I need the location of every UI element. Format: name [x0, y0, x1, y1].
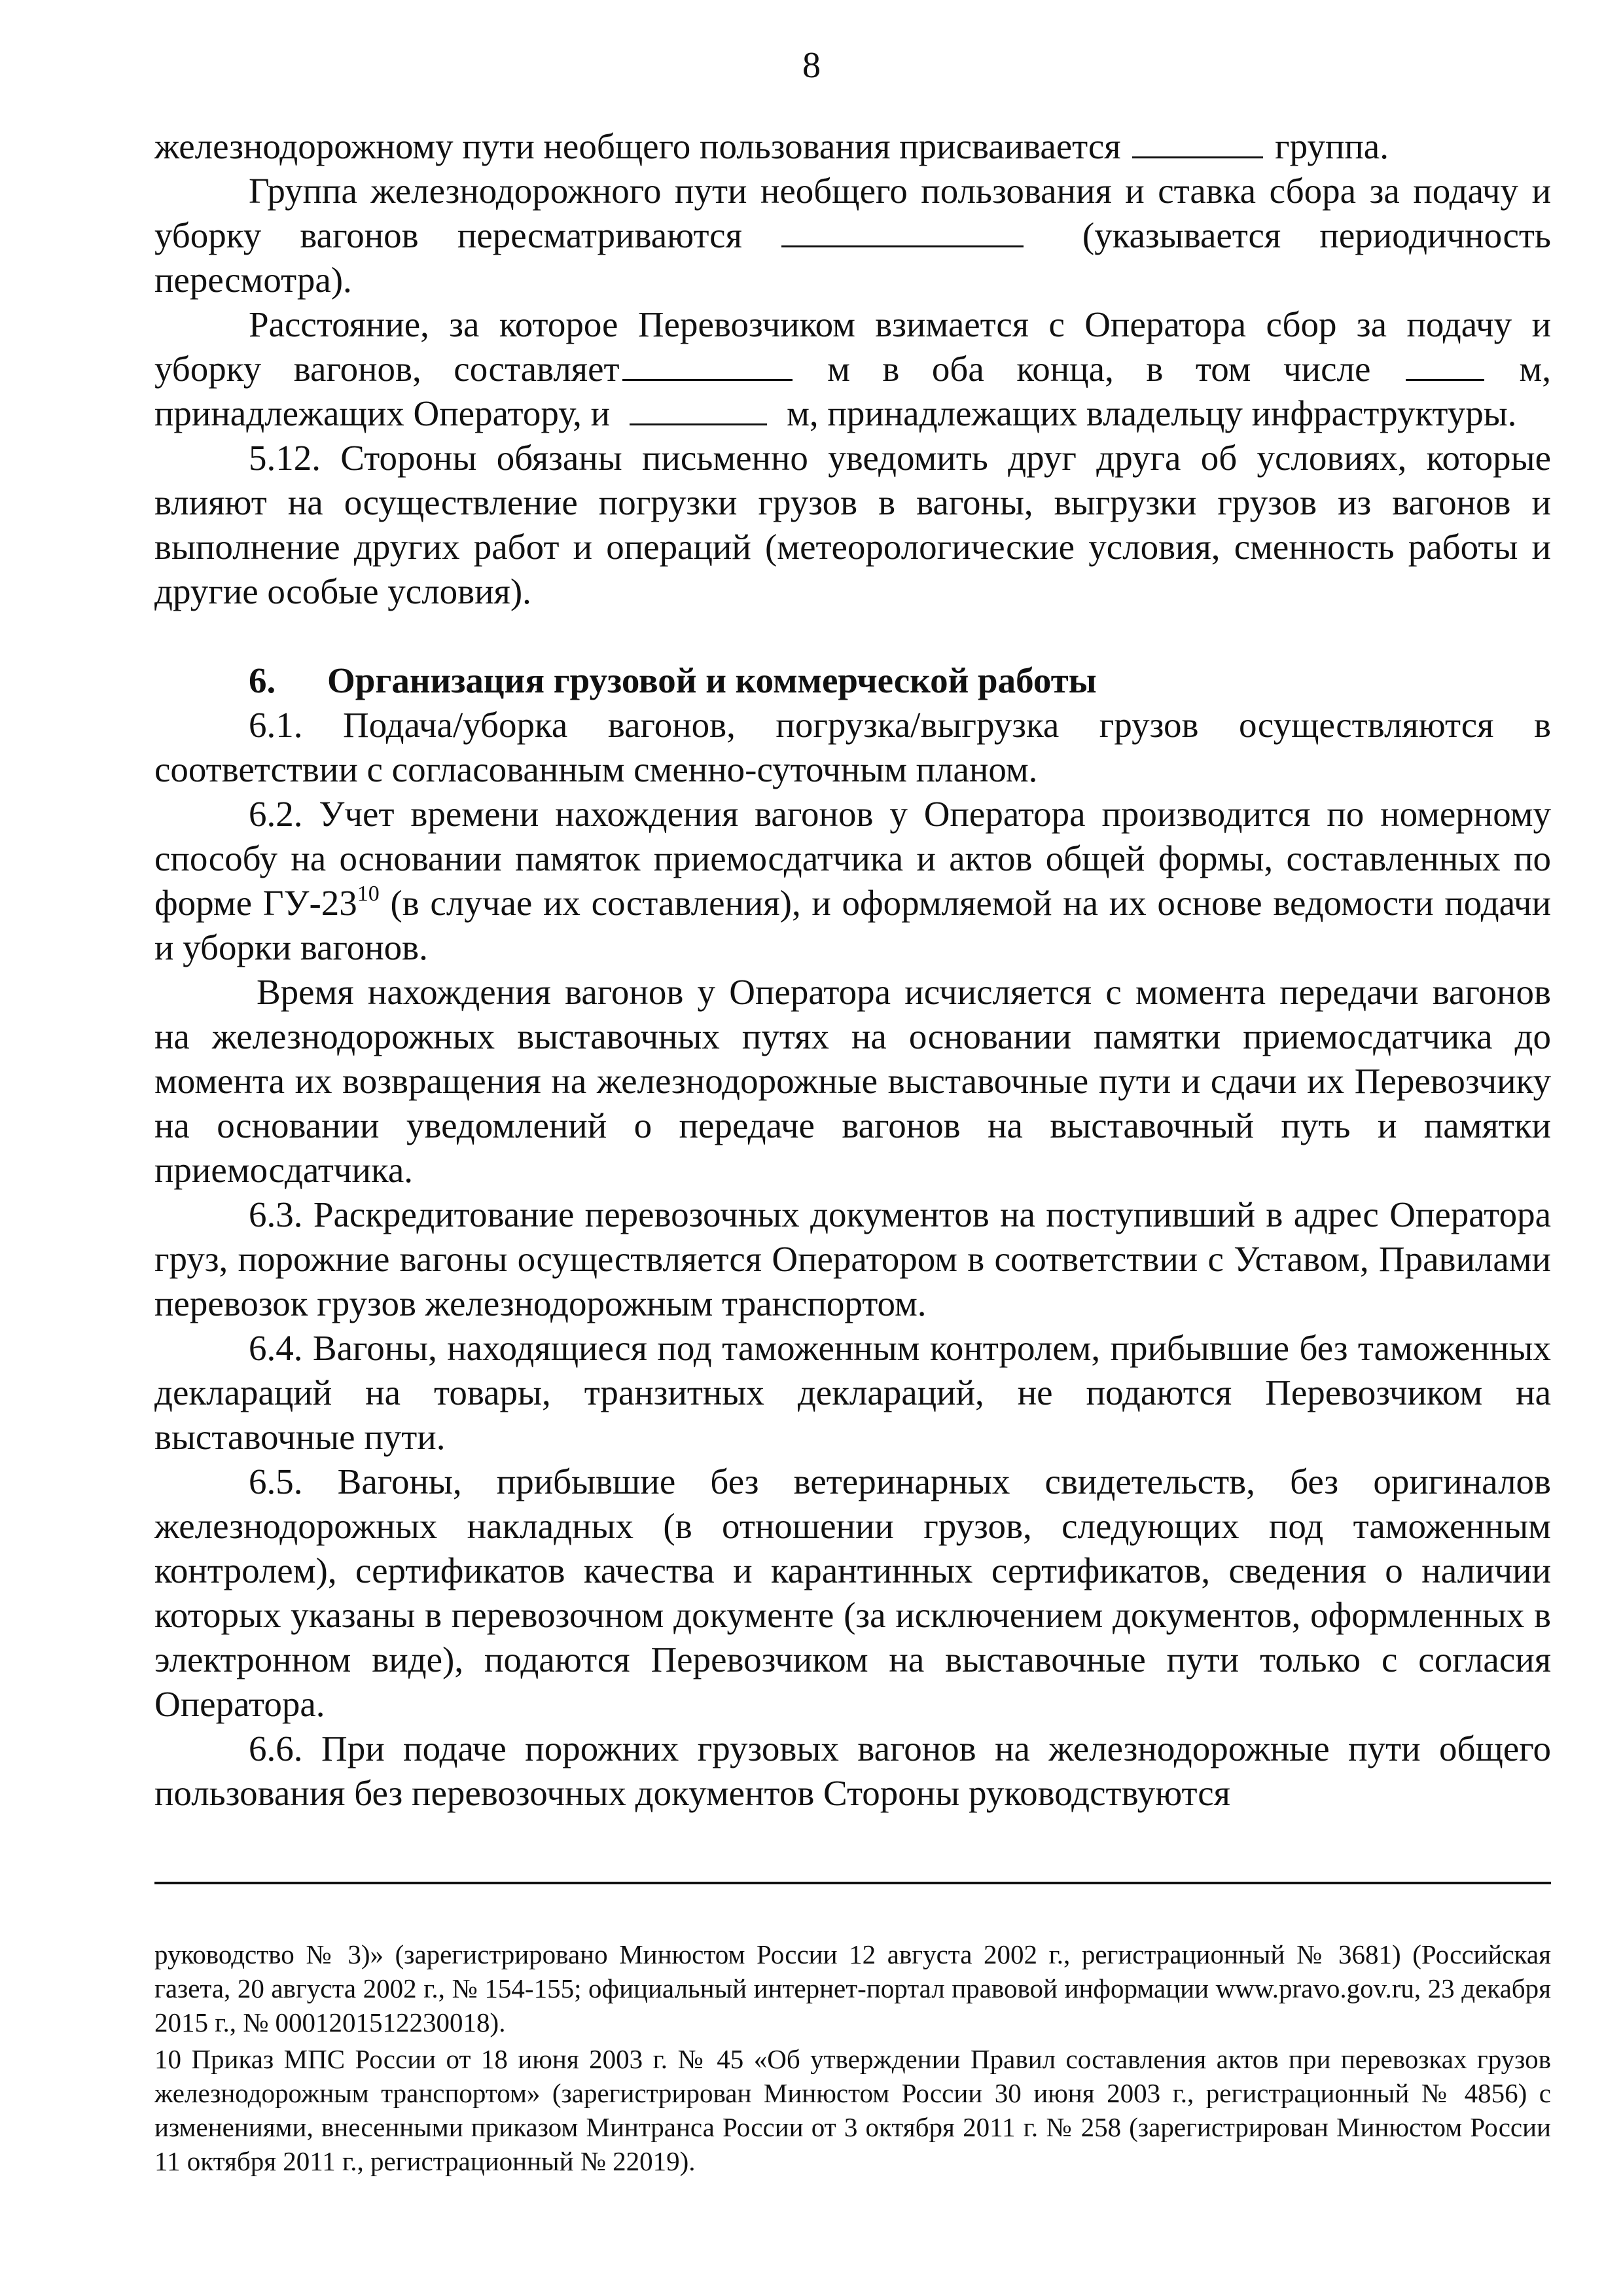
paragraph-6-1: 6.1. Подача/уборка вагонов, погрузка/выгрузка грузов осуществляются в соответствии с согласованным сменно-суточным планом.: [154, 705, 1551, 789]
text-fragment: Расстояние, за которое Перевозчиком взимается с Оператора сбор за подачу и уборку вагонов, составляет: [154, 304, 1551, 389]
blank-field-distance: [622, 349, 793, 381]
footnote-10: 10 Приказ МПС России от 18 июня 2003 г. № 45 «Об утверждении Правил составления актов при перевозках грузов железнодорожным транспортом» (зарегистрирован Минюстом России 30 июня 2003 г., регистрационный № 4856) с изменениями, внесенными приказом Минтранса России от 3 октября 2011 г. № 258 (зарегистрирован Минюстом России 11 октября 2011 г., регистрационный № 22019).: [154, 2044, 1551, 2176]
paragraph-group-assignment: [154, 124, 1551, 169]
paragraph-6-4: 6.4. Вагоны, находящиеся под таможенным контролем, прибывшие без таможенных деклараций на товары, транзитных деклараций, не подаются Перевозчиком на выставочные пути.: [154, 1328, 1551, 1457]
footnote-separator: [154, 1882, 1551, 1884]
footnotes: [154, 1937, 1551, 2181]
paragraph-6-2-time: Время нахождения вагонов у Оператора исчисляется с момента передачи вагонов на железнодорожных выставочных путях на основании памятки приемосдатчика до момента их возвращения на железнодорожные выставочные пути и сдачи их Перевозчику на основании уведомлений о передаче вагонов на выставочный путь и памятки приемосдатчика.: [154, 972, 1551, 1190]
text-fragment: Группа железнодорожного пути необщего пользования и ставка сбора за подачу и уборку вагонов пересматриваются: [154, 171, 1551, 255]
text-fragment: железнодорожному пути необщего пользования присваивается: [154, 126, 1121, 166]
page-number: 8: [802, 45, 821, 86]
paragraph-distance: [154, 302, 1551, 436]
paragraph-review-period: [154, 169, 1551, 302]
paragraph-6-5: 6.5. Вагоны, прибывшие без ветеринарных свидетельств, без оригиналов железнодорожных накладных (в отношении грузов, следующих под таможенным контролем), сертификатов качества и карантинных сертификатов, сведения о наличии которых указаны в перевозочном документе (за исключением документов, оформленных в электронном виде), подаются Перевозчиком на выставочные пути только с согласия Оператора.: [154, 1462, 1551, 1724]
text-fragment: (в случае их составления), и оформляемой на их основе ведомости подачи и уборки вагонов.: [154, 883, 1551, 967]
text-fragment: (указывается периодичность пересмотра).: [154, 215, 1551, 300]
section-heading: [154, 658, 1551, 703]
spacer: [154, 614, 1551, 658]
text-fragment: 6.2. Учет времени нахождения вагонов у Оператора производится по номерному способу на основании памяток приемосдатчика и актов общей формы, составленных по форме ГУ-23: [154, 794, 1551, 923]
text-fragment: м в оба конца, в том числе: [827, 349, 1371, 389]
text-fragment: группа.: [1275, 126, 1389, 166]
blank-field-group: [1132, 126, 1263, 158]
footnote-continuation: руководство № 3)» (зарегистрировано Минюстом России 12 августа 2002 г., регистрационный № 3681) (Российская газета, 20 августа 2002 г., № 154-155; официальный интернет-портал правовой информации www.pravo.gov.ru, 23 декабря 2015 г., № 0001201512230018).: [154, 1939, 1551, 2037]
paragraph-6-6: 6.6. При подаче порожних грузовых вагонов на железнодорожные пути общего пользования без перевозочных документов Стороны руководствуются: [154, 1729, 1551, 1813]
blank-field-period: [781, 215, 1024, 247]
paragraph-6-3: 6.3. Раскредитование перевозочных документов на поступивший в адрес Оператора груз, порожние вагоны осуществляется Оператором в соответствии с Уставом, Правилами перевозок грузов железнодорожным транспортом.: [154, 1194, 1551, 1323]
section-number: 6.: [249, 660, 276, 700]
blank-field-operator-distance: [1406, 349, 1484, 381]
paragraph-5-12: 5.12. Стороны обязаны письменно уведомить друг друга об условиях, которые влияют на осуществление погрузки грузов в вагоны, выгрузки грузов из вагонов и выполнение других работ и операций (метеорологические условия, сменность работы и другие особые условия).: [154, 438, 1551, 611]
footnote-ref-10: 10: [357, 882, 380, 906]
text-fragment: м, принадлежащих Оператору, и: [154, 349, 1552, 433]
paragraph-6-2: [154, 792, 1551, 970]
blank-field-owner-distance: [630, 393, 767, 425]
section-title: Организация грузовой и коммерческой работы: [327, 660, 1097, 700]
document-body: [154, 124, 1551, 1816]
text-fragment: м, принадлежащих владельцу инфраструктуры.: [787, 393, 1517, 433]
